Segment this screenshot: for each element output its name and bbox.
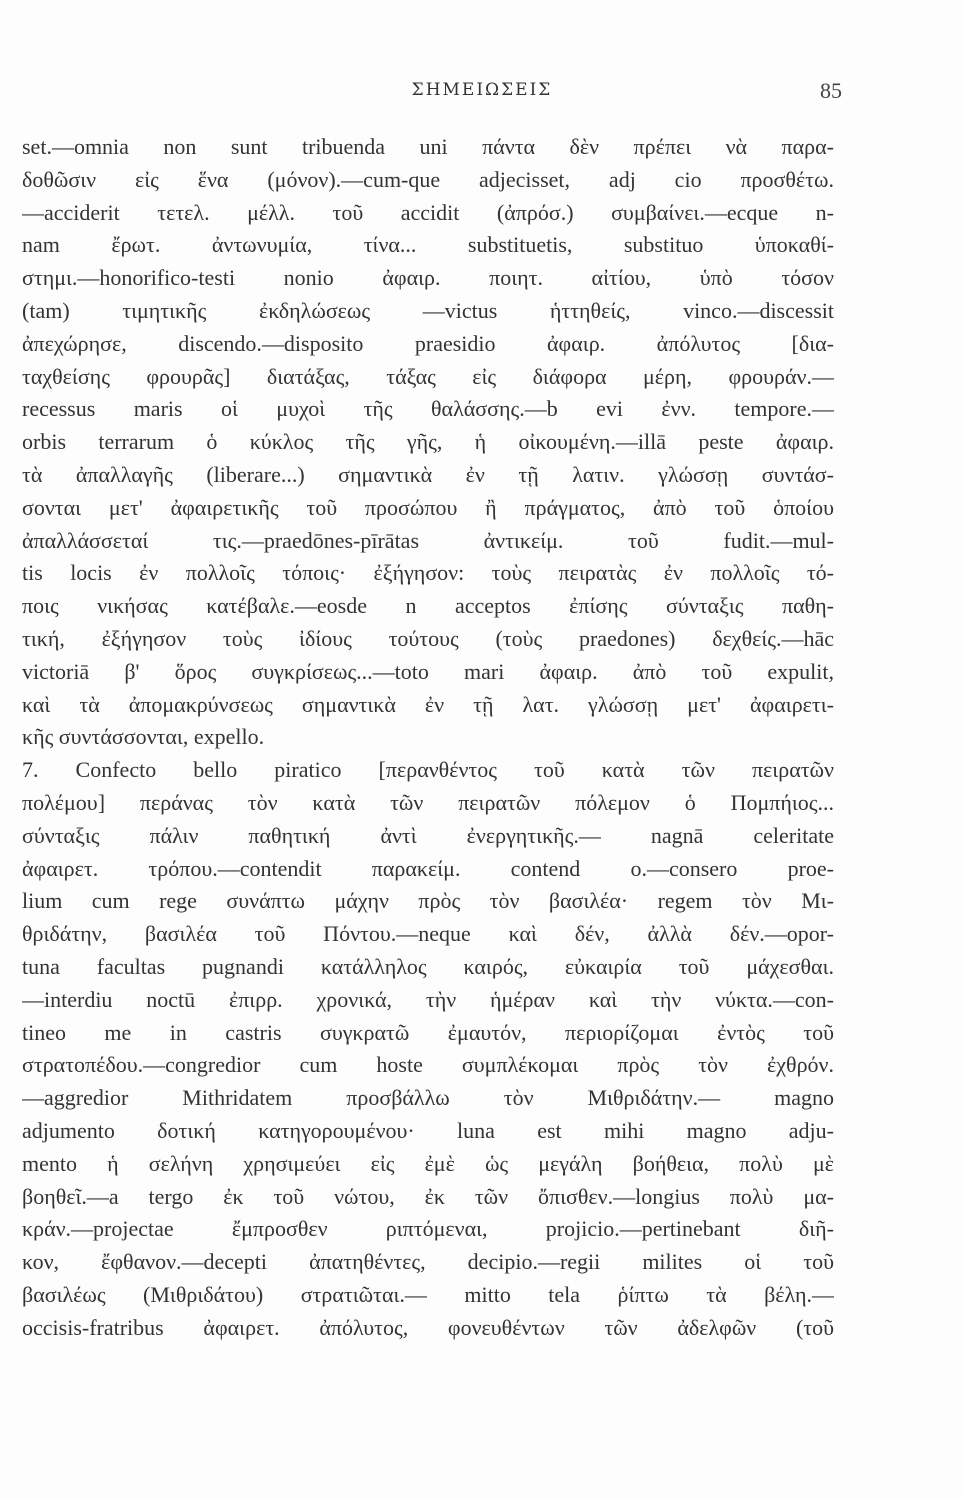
text-line: ταχθείσης φρουρᾶς] διατάξας, τάξας εἰς διάφορα μέρη, φρουράν.— (22, 363, 834, 389)
text-line: πολέμου] περάνας τὸν κατὰ τῶν πειρατῶν πόλεμον ὁ Πομπήιος... (22, 789, 834, 815)
text-line: ἀφαιρετ. τρόπου.—contendit παρακείμ. contend o.—consero proe- (22, 855, 834, 881)
text-line: lium cum rege συνάπτω μάχην πρὸς τὸν βασιλέα· regem τὸν Μι- (22, 888, 834, 914)
text-line: —aggredior Mithridatem προσβάλλω τὸν Μιθριδάτην.— magno (22, 1085, 834, 1111)
text-line: (tam) τιμητικῆς ἐκδηλώσεως —victus ἡττηθείς, vinco.—discessit (22, 297, 834, 323)
text-line: set.—omnia non sunt tribuenda uni πάντα δὲν πρέπει νὰ παρα- (22, 134, 834, 159)
text-line: τὰ ἀπαλλαγῆς (liberare...) σημαντικὰ ἐν τῇ λατιν. γλώσσῃ συντάσ- (22, 461, 834, 487)
text-line: δοθῶσιν εἰς ἕνα (μόνον).—cum-que adjecisset, adj cio προσθέτω. (22, 166, 834, 192)
text-line: ἀπαλλάσσεταί τις.—praedōnes-pīrātas ἀντικείμ. τοῦ fudit.—mul- (22, 527, 834, 553)
text-line: στημι.—honorifico-testi nonio ἀφαιρ. ποιητ. αἰτίου, ὑπὸ τόσον (22, 265, 834, 291)
text-line: σονται μετ' ἀφαιρετικῆς τοῦ προσώπου ἢ πράγματος, ἀπὸ τοῦ ὁποίου (22, 494, 834, 520)
notes-body (22, 131, 834, 1344)
text-line: tis locis ἐν πολλοῖς τόποις· ἐξήγησον: τοὺς πειρατὰς ἐν πολλοῖς τό- (22, 560, 834, 586)
text-line: κῆς συντάσσονται, expello. (22, 724, 265, 750)
text-line: βοηθεῖ.—a tergo ἐκ τοῦ νώτου, ἐκ τῶν ὄπισθεν.—longius πολὺ μα- (22, 1183, 834, 1209)
text-line: τική, ἐξήγησον τοὺς ἰδίους τούτους (τοὺς praedones) δεχθείς.—hāc (22, 625, 834, 651)
text-line: tuna facultas pugnandi κατάλληλος καιρός, εὐκαιρία τοῦ μάχεσθαι. (22, 953, 834, 979)
text-line: ἀπεχώρησε, discendo.—disposito praesidio ἀφαιρ. ἀπόλυτος [δια- (22, 330, 834, 356)
text-line: mento ἡ σελήνη χρησιμεύει εἰς ἐμὲ ὡς μεγάλη βοήθεια, πολὺ μὲ (22, 1150, 834, 1176)
text-line: στρατοπέδου.—congredior cum hoste συμπλέκομαι πρὸς τὸν ἐχθρόν. (22, 1052, 834, 1078)
text-line: κράν.—projectae ἔμπροσθεν ριπτόμεναι, projicio.—pertinebant διῆ- (22, 1216, 834, 1242)
text-line: —interdiu noctū ἐπιρρ. χρονικά, τὴν ἡμέραν καὶ τὴν νύκτα.—con- (22, 986, 834, 1012)
text-line: κον, ἔφθανον.—decepti ἀπατηθέντες, decipio.—regii milites οἱ τοῦ (22, 1249, 834, 1275)
text-line: adjumento δοτική κατηγορουμένου· luna est mihi magno adju- (22, 1117, 834, 1143)
page-number: 85 (820, 78, 842, 103)
text-line: ποις νικήσας κατέβαλε.—eosde n acceptos ἐπίσης σύνταξις παθη- (22, 593, 834, 619)
text-line: καὶ τὰ ἀπομακρύνσεως σημαντικὰ ἐν τῇ λατ. γλώσσῃ μετ' ἀφαιρετι- (22, 691, 834, 717)
running-head (0, 80, 964, 110)
text-line: tineo me in castris συγκρατῶ ἐμαυτόν, περιορίζομαι ἐντὸς τοῦ (22, 1019, 834, 1045)
text-line: σύνταξις πάλιν παθητική ἀντὶ ἐνεργητικῆς.— nagnā celeritate (22, 822, 834, 848)
text-line: nam ἔρωτ. ἀντωνυμία, τίνα... substituetis, substituo ὑποκαθί- (22, 232, 834, 258)
text-line: 7. Confecto bello piratico [περανθέντος τοῦ κατὰ τῶν πειρατῶν (22, 757, 834, 783)
text-line: θριδάτην, βασιλέα τοῦ Πόντου.—neque καὶ δέν, ἀλλὰ δέν.—opor- (22, 921, 834, 947)
running-head-title: ΣΗΜΕΙΩΣΕΙΣ (411, 80, 553, 100)
text-line: —acciderit τετελ. μέλλ. τοῦ accidit (ἀπρόσ.) συμβαίνει.—ecque n- (22, 199, 834, 225)
text-line: βασιλέως (Μιθριδάτου) στρατιῶται.— mitto tela ῥίπτω τὰ βέλη.— (22, 1281, 834, 1307)
text-line: occisis-fratribus ἀφαιρετ. ἀπόλυτος, φονευθέντων τῶν ἀδελφῶν (τοῦ (22, 1314, 834, 1340)
text-line: recessus maris οἱ μυχοὶ τῆς θαλάσσης.—b evi ἐνν. tempore.— (22, 396, 834, 422)
text-line: orbis terrarum ὁ κύκλος τῆς γῆς, ἡ οἰκουμένη.—illā peste ἀφαιρ. (22, 429, 834, 455)
text-line: victoriā β' ὅρος συγκρίσεως...—toto mari ἀφαιρ. ἀπὸ τοῦ expulit, (22, 658, 834, 684)
